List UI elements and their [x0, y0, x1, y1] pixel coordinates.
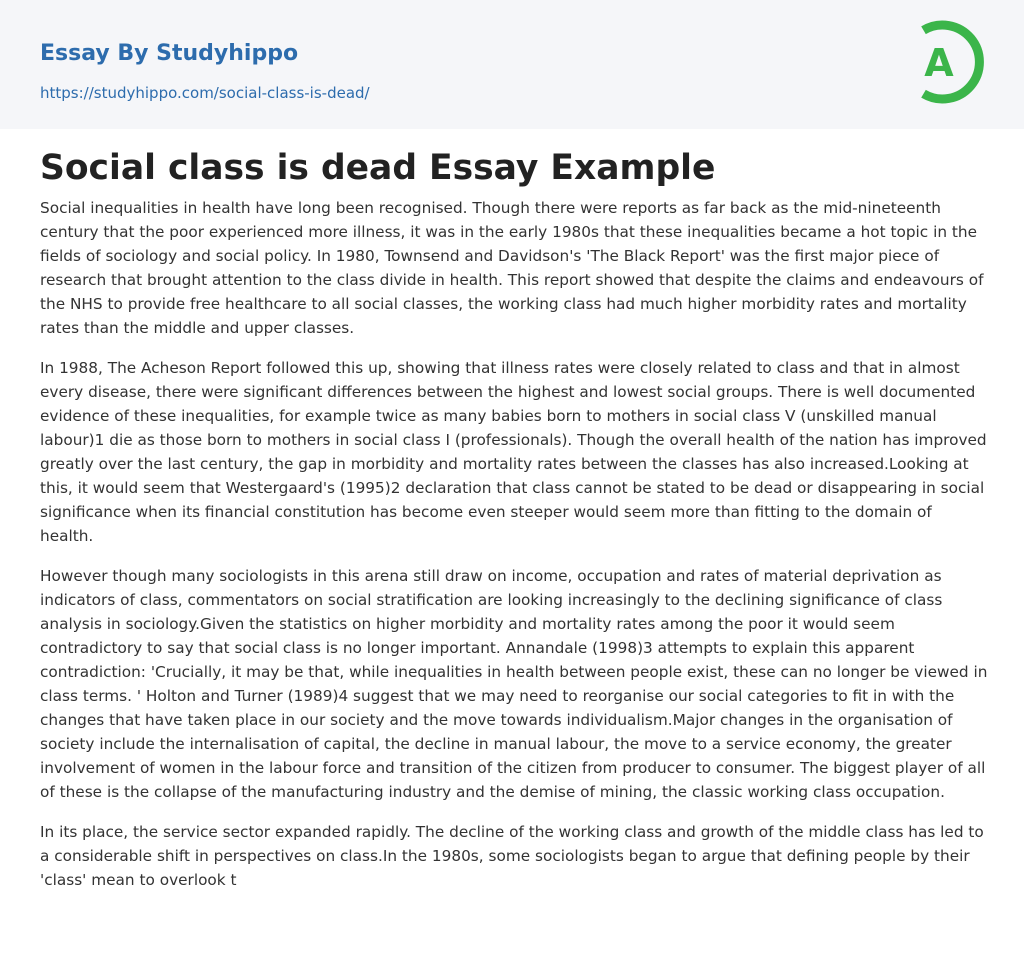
article-body	[40, 146, 988, 908]
article-title: Social class is dead Essay Example	[40, 148, 716, 188]
article-paragraph-1: Social inequalities in health have long been recognised. Though there were reports as far back as the mid-nineteenth century that the poor experienced more illness, it was in the early 1980s that these inequalities became a hot topic in the fields of sociology and social policy. In 1980, Townsend and Davidson's 'The Black Report' was the first major piece of research that brought attention to the class divide in health. This report showed that despite the claims and endeavours of the NHS to provide free healthcare to all social classes, the working class had much higher morbidity rates and mortality rates than the middle and upper classes.	[40, 199, 984, 337]
site-header	[0, 0, 1024, 129]
studyhippo-logo-icon[interactable]	[912, 19, 986, 105]
article-url-link[interactable]: https://studyhippo.com/social-class-is-dead/	[40, 84, 370, 102]
article-paragraph-2: In 1988, The Acheson Report followed this up, showing that illness rates were closely related to class and that in almost every disease, there were significant differences between the highest and lowest social groups. There is well documented evidence of these inequalities, for example twice as many babies born to mothers in social class V (unskilled manual labour)1 die as those born to mothers in social class I (professionals). Though the overall health of the nation has improved greatly over the last century, the gap in morbidity and mortality rates between the classes has also increased.Looking at this, it would seem that Westergaard's (1995)2 declaration that class cannot be stated to be dead or disappearing in social significance when its financial constitution has become even steeper would seem more than fitting to the domain of health.	[40, 359, 987, 545]
article-paragraph-3: However though many sociologists in this arena still draw on income, occupation and rates of material deprivation as indicators of class, commentators on social stratification are looking increasingly to the declining significance of class analysis in sociology.Given the statistics on higher morbidity and mortality rates among the poor it would seem contradictory to say that social class is no longer important. Annandale (1998)3 attempts to explain this apparent contradiction: 'Crucially, it may be that, while inequalities in health between people exist, these can no longer be viewed in class terms. ' Holton and Turner (1989)4 suggest that we may need to reorganise our social categories to fit in with the changes that have taken place in our society and the move towards individualism.Major changes in the organisation of society include the internalisation of capital, the decline in manual labour, the move to a service economy, the greater involvement of women in the labour force and transition of the citizen from producer to consumer. The biggest player of all of these is the collapse of the manufacturing industry and the demise of mining, the classic working class occupation.	[40, 567, 988, 801]
article-paragraph-4: In its place, the service sector expanded rapidly. The decline of the working class and growth of the middle class has led to a considerable shift in perspectives on class.In the 1980s, some sociologists began to argue that defining people by their 'class' mean to overlook t	[40, 823, 984, 889]
site-title[interactable]: Essay By Studyhippo	[40, 41, 299, 66]
logo-letter: A	[924, 41, 954, 85]
